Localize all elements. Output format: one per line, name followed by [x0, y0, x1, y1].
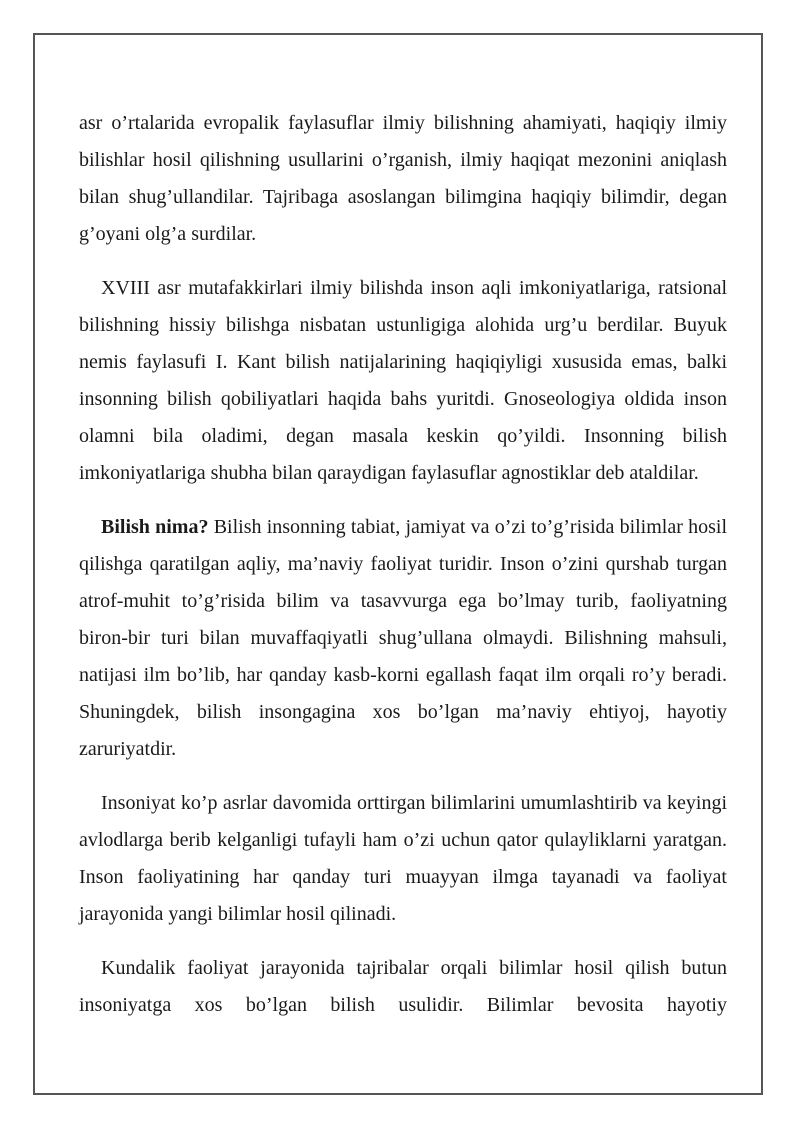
paragraph-1 — [79, 105, 727, 253]
paragraph-4-text: Insoniyat ko’p asrlar davomida orttirgan bilimlarini umumlashtirib va keyingi avlodlarga berib kelganligi tufayli ham o’zi uchun qator qulayliklarni yaratgan. Inson faoliyatining har qanday turi muayyan ilmga tayanadi va faoliyat jarayonida yangi bilimlar hosil qilinadi. — [79, 792, 727, 925]
paragraph-3-heading: Bilish nima? — [101, 516, 209, 538]
paragraph-2-text: XVIII asr mutafakkirlari ilmiy bilishda inson aqli imkoniyatlariga, ratsional bilishning hissiy bilishga nisbatan ustunligiga alohida urg’u berdilar. Buyuk nemis faylasufi I. Kant bilish natijalarining haqiqiyligi xususida emas, balki insonning bilish qobiliyatlari haqida bahs yuritdi. Gnoseologiya oldida inson olamni bila oladimi, degan masala keskin qo’yildi. Insonning bilish imkoniyatlariga shubha bilan qaraydigan faylasuflar agnostiklar deb ataldilar. — [79, 277, 727, 484]
paragraph-1-text: asr o’rtalarida evropalik faylasuflar ilmiy bilishning ahamiyati, haqiqiy ilmiy bilishlar hosil qilishning usullarini o’rganish, ilmiy haqiqat mezonini aniqlash bilan shug’ullandilar. Tajribaga asoslangan bilimgina haqiqiy bilimdir, degan g’oyani olg’a surdilar. — [79, 112, 727, 245]
paragraph-2 — [79, 270, 727, 492]
paragraph-3-text: Bilish insonning tabiat, jamiyat va o’zi to’g’risida bilimlar hosil qilishga qaratilgan aqliy, ma’naviy faoliyat turidir. Inson o’zini qurshab turgan atrof-muhit to’g’risida bilim va tasavvurga ega bo’lmay turib, faoliyatning biron-bir turi bilan muvaffaqiyatli shug’ullana olmaydi. Bilishning mahsuli, natijasi ilm bo’lib, har qanday kasb-korni egallash faqat ilm orqali ro’y beradi. Shuningdek, bilish insongagina xos bo’lgan ma’naviy ehtiyoj, hayotiy zaruriyatdir. — [79, 516, 728, 760]
page-frame — [33, 33, 763, 1095]
paragraph-5 — [79, 950, 727, 1024]
document-body — [79, 105, 727, 1041]
paragraph-5-text: Kundalik faoliyat jarayonida tajribalar orqali bilimlar hosil qilish butun insoniyatga xos bo’lgan bilish usulidir. Bilimlar bevosita hayotiy — [79, 957, 727, 1016]
paragraph-3 — [79, 509, 727, 768]
paragraph-4 — [79, 785, 727, 933]
